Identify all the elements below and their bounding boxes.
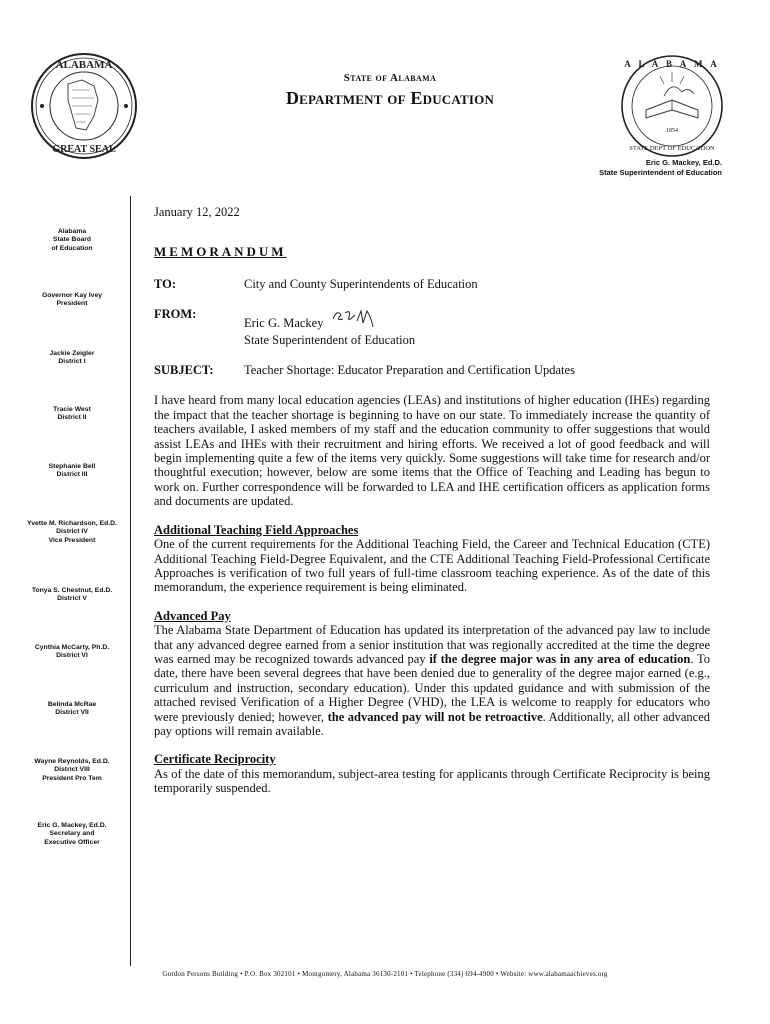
superintendent-name: Eric G. Mackey, Ed.D. <box>645 158 722 167</box>
section-heading: Additional Teaching Field Approaches <box>154 522 359 537</box>
agency-department-name: Department of Education <box>285 88 495 108</box>
section-additional-teaching-field <box>154 523 710 595</box>
memo-subject-row <box>154 363 710 377</box>
memo-title: MEMORANDUM <box>154 244 287 260</box>
emphasis-not-retroactive: the advanced pay will not be retroactive <box>327 709 543 724</box>
board-member: Governor Kay Ivey President <box>41 292 103 308</box>
board-member: Stephanie Bell District III <box>48 463 96 479</box>
superintendent-block <box>599 158 722 178</box>
section-certificate-reciprocity <box>154 752 710 795</box>
svg-text:GREAT SEAL: GREAT SEAL <box>52 144 116 155</box>
to-label: TO: <box>154 276 176 291</box>
section-advanced-pay <box>154 609 710 739</box>
board-member: Belinda McRae District VII <box>47 701 97 717</box>
svg-text:ALABAMA: ALABAMA <box>55 59 113 71</box>
section-heading: Advanced Pay <box>154 608 231 623</box>
letterhead <box>150 72 630 109</box>
svg-text:A L A B A M A: A L A B A M A <box>624 59 720 69</box>
board-sidebar <box>20 0 124 1024</box>
section-heading: Certificate Reciprocity <box>154 752 276 767</box>
emphasis-degree-major: if the degree major was in any area of education <box>429 651 691 666</box>
section-text: The Alabama State Department of Education has updated its interpretation of the advanced pay law to include that any advanced degree earned from a senior institution that was regionally accredited at the time the degree was earned may be recognized towards advanced pay if the degree major was in any area of education. To date, there have been several degrees that have been denied due to generality of the degree major earned (e.g., curriculum and instruction, secondary education). Under this updated guidance and with submission of the attached revised Verification of a Higher Degree (VHD), the LEA is welcome to reapply for educators who were previously denied; however, the advanced pay will not be retroactive. Additionally, all other advanced pay options will remain available. <box>154 623 711 738</box>
superintendent-title: State Superintendent of Education <box>599 168 722 177</box>
memo-from-row <box>154 307 710 347</box>
from-label: FROM: <box>154 307 197 322</box>
board-member: Eric G. Mackey, Ed.D. Secretary and Executive Officer <box>37 822 107 846</box>
board-member: Yvette M. Richardson, Ed.D. District IV Vice President <box>27 520 117 544</box>
sidebar-divider <box>130 196 131 966</box>
board-heading: Alabama State Board of Education <box>51 228 93 252</box>
svg-text:1854: 1854 <box>666 128 678 134</box>
from-name: Eric G. Mackey <box>244 316 324 331</box>
memo-to-row <box>154 277 710 291</box>
board-member: Wayne Reynolds, Ed.D. District VIII President Pro Tem <box>34 758 110 782</box>
signature-mark <box>329 307 375 332</box>
intro-paragraph: I have heard from many local education agencies (LEAs) and institutions of higher education (IHEs) regarding the impact that the teacher shortage is beginning to have on our state. To immediately increase the quantity of teachers available, I asked members of my staff and the education community to offer suggestions that would assist LEAs and IHEs with their recruitment and hiring efforts. We received a lot of good feedback and will begin implementing quite a few of the items very quickly. Some suggestions will take time for research and/or thoughtful execution; however, below are some items that the Office of Teaching and Leading has begun to work on. Further correspondence will be forwarded to LEA and IHE certification officers as application forms and documents are updated. <box>154 393 710 509</box>
footer-address: Gordon Persons Building • P.O. Box 302101 • Montgomery, Alabama 36130-2101 • Telephone (334) 694-4900 • Website: www.alabamaachieves.org <box>162 970 608 978</box>
memo-body <box>154 205 710 810</box>
section-text: As of the date of this memorandum, subject-area testing for applicants through Certificate Reciprocity is being temporarily suspended. <box>154 766 710 796</box>
from-title: State Superintendent of Education <box>244 332 416 347</box>
to-value: City and County Superintendents of Education <box>244 276 478 291</box>
board-member: Tracie West District II <box>53 406 91 422</box>
subject-label: SUBJECT: <box>154 363 214 378</box>
svg-text:STATE DEPT OF EDUCATION: STATE DEPT OF EDUCATION <box>629 145 715 152</box>
subject-value: Teacher Shortage: Educator Preparation and Certification Updates <box>244 363 575 378</box>
memo-date: January 12, 2022 <box>154 205 240 219</box>
board-member: Tonya S. Chestnut, Ed.D. District V <box>31 587 113 603</box>
agency-state-name: State of Alabama <box>343 72 437 84</box>
department-of-education-seal <box>616 52 728 160</box>
board-member: Cynthia McCarty, Ph.D. District VI <box>34 644 110 660</box>
section-text: One of the current requirements for the Additional Teaching Field, the Career and Technical Education (CTE) Additional Teaching Field-Degree Equivalent, and the CTE Additional Teaching Field-Professional Certificate Approaches is verification of two full years of full-time classroom teaching experience. As of the date of this memorandum, the experience requirement is being eliminated. <box>154 537 710 595</box>
board-member: Jackie Zeigler District I <box>49 350 95 366</box>
